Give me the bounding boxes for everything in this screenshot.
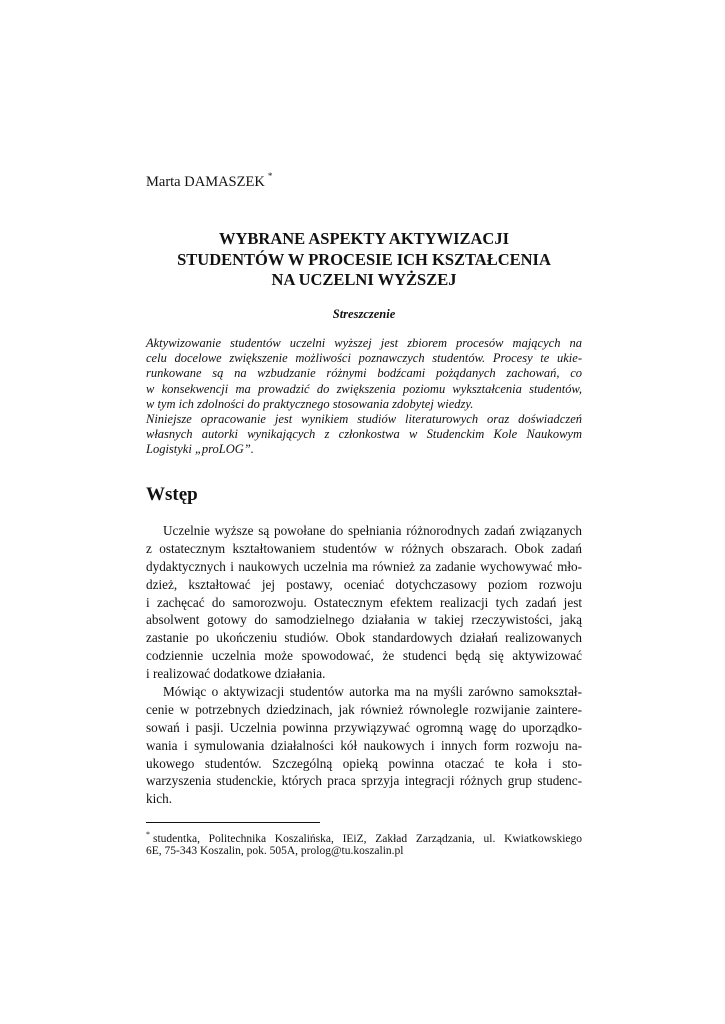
footnote	[146, 827, 582, 859]
abstract-heading: Streszczenie	[332, 307, 396, 321]
abstract-line: Logistyki „proLOG”.	[146, 442, 254, 457]
abstract-line: Aktywizowanie studentów uczelni wyższej jest zbiorem procesów mających na	[146, 336, 582, 350]
abstract-line: własnych autorki wynikających z członkostwa w Studenckim Kole Naukowym	[146, 427, 582, 442]
body-text	[146, 522, 582, 808]
abstract-text	[146, 336, 582, 458]
footnote-line: 6E, 75-343 Koszalin, pok. 505A, prolog@tu.koszalin.pl	[146, 845, 404, 857]
body-line: Uczelnie wyższe są powołane do spełniania różnorodnych zadań związanych	[163, 523, 582, 538]
body-line: Mówiąc o aktywizacji studentów autorka ma na myśli zarówno samokształ-	[163, 684, 582, 700]
body-line: wania i symulowania działalności kół naukowych i innych form rozwoju na-	[146, 737, 582, 753]
footnote-line	[146, 827, 582, 843]
body-line: zastanie po ukończeniu studiów. Obok standardowych działań realizowanych	[146, 630, 582, 646]
title-line: STUDENTÓW W PROCESIE ICH KSZTAŁCENIA	[177, 249, 551, 269]
body-line: i zachęcać do samorozwoju. Ostatecznym efektem realizacji tych zadań jest	[146, 594, 582, 610]
body-line: ukowego studentów. Szczególną opieką powinna otaczać te koła i sto-	[146, 755, 582, 771]
body-line: cenie w potrzebnych dziedzinach, jak również równolegle rozwijanie zaintere-	[146, 701, 582, 717]
author-name: Marta DAMASZEK	[146, 174, 265, 190]
title-line: WYBRANE ASPEKTY AKTYWIZACJI	[218, 229, 510, 248]
footnote-text: studentka, Politechnika Koszalińska, IEiZ, Zakład Zarządzania, ul. Kwiatkowskiego	[153, 833, 582, 845]
title-line: NA UCZELNI WYŻSZEJ	[271, 270, 457, 289]
body-line: i realizować dodatkowe działania.	[146, 666, 326, 682]
section-heading: Wstęp	[146, 484, 198, 505]
paper-title	[146, 229, 582, 291]
author-footnote-mark: *	[267, 171, 273, 181]
body-line: dydaktycznych i naukowych uczelnia ma również za zadanie wychowywać mło-	[146, 558, 582, 574]
footnote-divider	[146, 822, 320, 823]
author-line	[146, 167, 272, 191]
body-line: warzyszenia studenckie, których praca sprzyja integracji różnych grup studenc-	[146, 773, 582, 789]
body-line: codziennie uczelnia może spowodować, że studenci będą się aktywizować	[146, 648, 582, 664]
abstract-line: w tym ich zdolności do praktycznego stosowania zdobytej wiedzy.	[146, 396, 474, 411]
body-line: dzież, kształtować jej postawy, oceniać dotychczasowy poziom rozwoju	[146, 576, 582, 592]
abstract-line: runkowane są na wzbudzanie różnymi bodźcami pożądanych zachowań, co	[146, 366, 582, 381]
body-line: absolwent gotowy do samodzielnego działania w takiej rzeczywistości, jaką	[146, 612, 582, 628]
abstract-line: w konsekwencji ma prowadzić do zwiększenia poziomu wykształcenia studentów,	[146, 381, 582, 396]
body-line: z ostatecznym kształtowaniem studentów w różnych obszarach. Obok zadań	[146, 540, 582, 556]
abstract-line: Niniejsze opracowanie jest wynikiem studiów literaturowych oraz doświadczeń	[146, 411, 582, 426]
body-line: sowań i pasji. Uczelnia powinna przywiązywać ogromną wagę do uporządko-	[146, 719, 582, 735]
body-line: kich.	[146, 791, 173, 807]
footnote-mark: *	[146, 830, 150, 839]
abstract-line: celu docelowe zwiększenie możliwości poznawczych studentów. Procesy te ukie-	[146, 351, 582, 366]
